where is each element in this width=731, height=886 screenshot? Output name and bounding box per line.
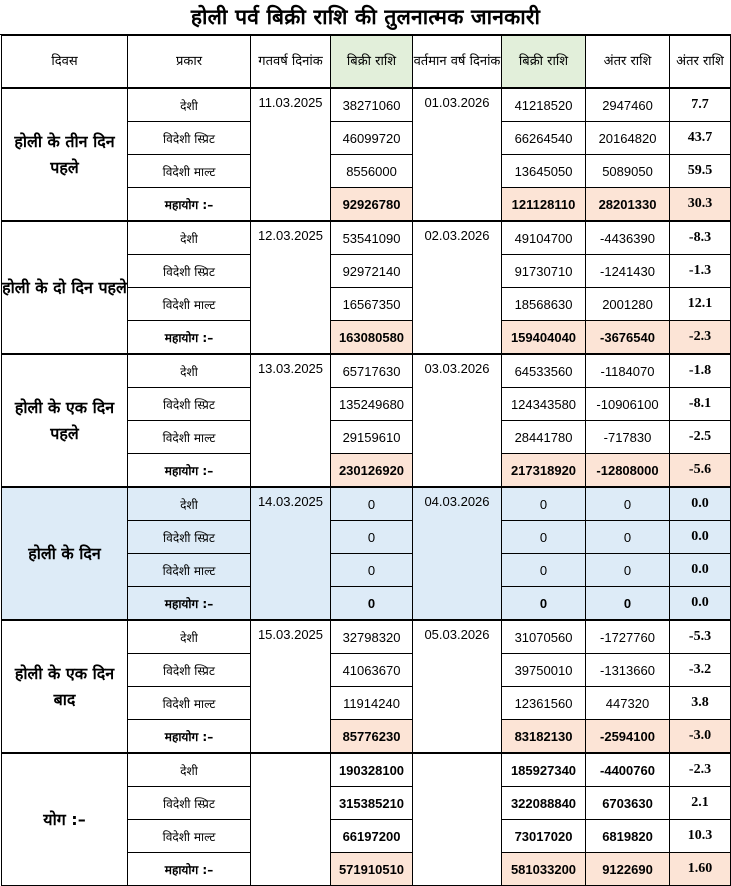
diff-amount: 20164820 — [586, 122, 670, 155]
type-label: विदेशी स्प्रिट — [128, 388, 251, 421]
prev-sale: 92972140 — [331, 255, 413, 288]
diff-percent: -8.1 — [670, 388, 731, 421]
cur-date: 04.03.2026 — [413, 487, 502, 620]
prev-sale: 190328100 — [331, 753, 413, 787]
cur-sale: 159404040 — [502, 321, 586, 355]
prev-sale: 66197200 — [331, 820, 413, 853]
page-title: होली पर्व बिक्री राशि की तुलनात्मक जानकारी — [0, 0, 731, 35]
type-label: देशी — [128, 221, 251, 255]
type-label: विदेशी स्प्रिट — [128, 787, 251, 820]
cur-sale: 0 — [502, 554, 586, 587]
type-label: देशी — [128, 88, 251, 122]
diff-percent: -8.3 — [670, 221, 731, 255]
prev-sale: 38271060 — [331, 88, 413, 122]
prev-sale: 0 — [331, 554, 413, 587]
grand-total-label: महायोग :– — [128, 720, 251, 754]
diff-percent: 10.3 — [670, 820, 731, 853]
type-label: विदेशी स्प्रिट — [128, 521, 251, 554]
day-label: होली के दिन — [2, 487, 128, 620]
diff-amount: -1727760 — [586, 620, 670, 654]
diff-amount: 2001280 — [586, 288, 670, 321]
diff-percent: -3.0 — [670, 720, 731, 754]
sales-table — [1, 35, 731, 886]
diff-amount: 0 — [586, 521, 670, 554]
prev-date: 11.03.2025 — [251, 88, 331, 221]
prev-sale: 315385210 — [331, 787, 413, 820]
cur-sale: 73017020 — [502, 820, 586, 853]
prev-sale: 41063670 — [331, 654, 413, 687]
diff-amount: -4400760 — [586, 753, 670, 787]
cur-date: 01.03.2026 — [413, 88, 502, 221]
cur-sale: 83182130 — [502, 720, 586, 754]
prev-sale: 0 — [331, 521, 413, 554]
header-cur-date: वर्तमान वर्ष दिनांक — [413, 36, 502, 89]
prev-sale: 85776230 — [331, 720, 413, 754]
header-prev-date: गतवर्ष दिनांक — [251, 36, 331, 89]
cur-sale: 12361560 — [502, 687, 586, 720]
diff-amount: -4436390 — [586, 221, 670, 255]
type-label: विदेशी माल्ट — [128, 820, 251, 853]
cur-sale: 124343580 — [502, 388, 586, 421]
type-label: विदेशी माल्ट — [128, 687, 251, 720]
prev-sale: 65717630 — [331, 354, 413, 388]
diff-percent: -3.2 — [670, 654, 731, 687]
prev-sale: 11914240 — [331, 687, 413, 720]
prev-date: 13.03.2025 — [251, 354, 331, 487]
cur-sale: 217318920 — [502, 454, 586, 488]
diff-amount: -1184070 — [586, 354, 670, 388]
diff-percent: 12.1 — [670, 288, 731, 321]
prev-sale: 230126920 — [331, 454, 413, 488]
diff-amount: -1313660 — [586, 654, 670, 687]
table-row — [2, 487, 731, 521]
cur-sale: 31070560 — [502, 620, 586, 654]
diff-amount: 447320 — [586, 687, 670, 720]
grand-total-label: महायोग :– — [128, 587, 251, 621]
prev-sale: 163080580 — [331, 321, 413, 355]
diff-percent: -5.6 — [670, 454, 731, 488]
cur-sale: 0 — [502, 587, 586, 621]
diff-percent: 59.5 — [670, 155, 731, 188]
prev-sale: 571910510 — [331, 853, 413, 886]
table-row — [2, 354, 731, 388]
header-diff: अंतर राशि — [586, 36, 670, 89]
type-label: विदेशी माल्ट — [128, 421, 251, 454]
diff-percent: 43.7 — [670, 122, 731, 155]
diff-amount: 6819820 — [586, 820, 670, 853]
diff-percent: 7.7 — [670, 88, 731, 122]
type-label: विदेशी स्प्रिट — [128, 122, 251, 155]
diff-percent: 0.0 — [670, 521, 731, 554]
diff-percent: -1.3 — [670, 255, 731, 288]
prev-sale: 16567350 — [331, 288, 413, 321]
diff-percent: 1.60 — [670, 853, 731, 886]
grand-total-label: महायोग :– — [128, 321, 251, 355]
header-row — [2, 36, 731, 89]
cur-sale: 49104700 — [502, 221, 586, 255]
type-label: देशी — [128, 354, 251, 388]
diff-amount: -1241430 — [586, 255, 670, 288]
type-label: विदेशी माल्ट — [128, 288, 251, 321]
grand-total-label: महायोग :– — [128, 454, 251, 488]
diff-percent: 30.3 — [670, 188, 731, 222]
cur-sale: 64533560 — [502, 354, 586, 388]
table-row — [2, 221, 731, 255]
cur-sale: 39750010 — [502, 654, 586, 687]
type-label: विदेशी स्प्रिट — [128, 255, 251, 288]
prev-date — [251, 753, 331, 886]
cur-sale: 41218520 — [502, 88, 586, 122]
diff-amount: -2594100 — [586, 720, 670, 754]
diff-percent: 0.0 — [670, 487, 731, 521]
diff-percent: 3.8 — [670, 687, 731, 720]
cur-sale: 0 — [502, 521, 586, 554]
cur-sale: 28441780 — [502, 421, 586, 454]
cur-sale: 18568630 — [502, 288, 586, 321]
diff-amount: 0 — [586, 587, 670, 621]
header-diff-pct: अंतर राशि — [670, 36, 731, 89]
cur-sale: 322088840 — [502, 787, 586, 820]
prev-sale: 0 — [331, 487, 413, 521]
diff-amount: -12808000 — [586, 454, 670, 488]
prev-sale: 46099720 — [331, 122, 413, 155]
table-body — [2, 88, 731, 886]
diff-amount: 9122690 — [586, 853, 670, 886]
prev-sale: 29159610 — [331, 421, 413, 454]
type-label: देशी — [128, 620, 251, 654]
cur-date — [413, 753, 502, 886]
diff-amount: -717830 — [586, 421, 670, 454]
day-label: होली के तीन दिन पहले — [2, 88, 128, 221]
cur-sale: 0 — [502, 487, 586, 521]
diff-percent: 0.0 — [670, 554, 731, 587]
prev-sale: 53541090 — [331, 221, 413, 255]
diff-percent: -2.5 — [670, 421, 731, 454]
cur-date: 03.03.2026 — [413, 354, 502, 487]
diff-percent: -2.3 — [670, 321, 731, 355]
prev-date: 15.03.2025 — [251, 620, 331, 753]
prev-date: 12.03.2025 — [251, 221, 331, 354]
diff-amount: 28201330 — [586, 188, 670, 222]
type-label: देशी — [128, 753, 251, 787]
type-label: विदेशी माल्ट — [128, 155, 251, 188]
header-type: प्रकार — [128, 36, 251, 89]
diff-amount: 5089050 — [586, 155, 670, 188]
diff-percent: -5.3 — [670, 620, 731, 654]
prev-sale: 0 — [331, 587, 413, 621]
diff-percent: 0.0 — [670, 587, 731, 621]
diff-amount: 6703630 — [586, 787, 670, 820]
type-label: देशी — [128, 487, 251, 521]
diff-amount: 0 — [586, 487, 670, 521]
prev-sale: 92926780 — [331, 188, 413, 222]
table-row — [2, 753, 731, 787]
cur-date: 02.03.2026 — [413, 221, 502, 354]
day-label: होली के एक दिन पहले — [2, 354, 128, 487]
diff-percent: -1.8 — [670, 354, 731, 388]
prev-date: 14.03.2025 — [251, 487, 331, 620]
prev-sale: 135249680 — [331, 388, 413, 421]
day-label: योग :– — [2, 753, 128, 886]
cur-sale: 66264540 — [502, 122, 586, 155]
prev-sale: 32798320 — [331, 620, 413, 654]
cur-date: 05.03.2026 — [413, 620, 502, 753]
table-row — [2, 88, 731, 122]
header-day: दिवस — [2, 36, 128, 89]
type-label: विदेशी स्प्रिट — [128, 654, 251, 687]
diff-amount: 0 — [586, 554, 670, 587]
header-prev-sale: बिक्री राशि — [331, 36, 413, 89]
grand-total-label: महायोग :– — [128, 853, 251, 886]
diff-percent: 2.1 — [670, 787, 731, 820]
cur-sale: 121128110 — [502, 188, 586, 222]
day-label: होली के एक दिन बाद — [2, 620, 128, 753]
grand-total-label: महायोग :– — [128, 188, 251, 222]
diff-amount: 2947460 — [586, 88, 670, 122]
diff-amount: -3676540 — [586, 321, 670, 355]
prev-sale: 8556000 — [331, 155, 413, 188]
cur-sale: 91730710 — [502, 255, 586, 288]
header-cur-sale: बिक्री राशि — [502, 36, 586, 89]
table-row — [2, 620, 731, 654]
type-label: विदेशी माल्ट — [128, 554, 251, 587]
cur-sale: 185927340 — [502, 753, 586, 787]
diff-amount: -10906100 — [586, 388, 670, 421]
cur-sale: 581033200 — [502, 853, 586, 886]
cur-sale: 13645050 — [502, 155, 586, 188]
day-label: होली के दो दिन पहले — [2, 221, 128, 354]
diff-percent: -2.3 — [670, 753, 731, 787]
